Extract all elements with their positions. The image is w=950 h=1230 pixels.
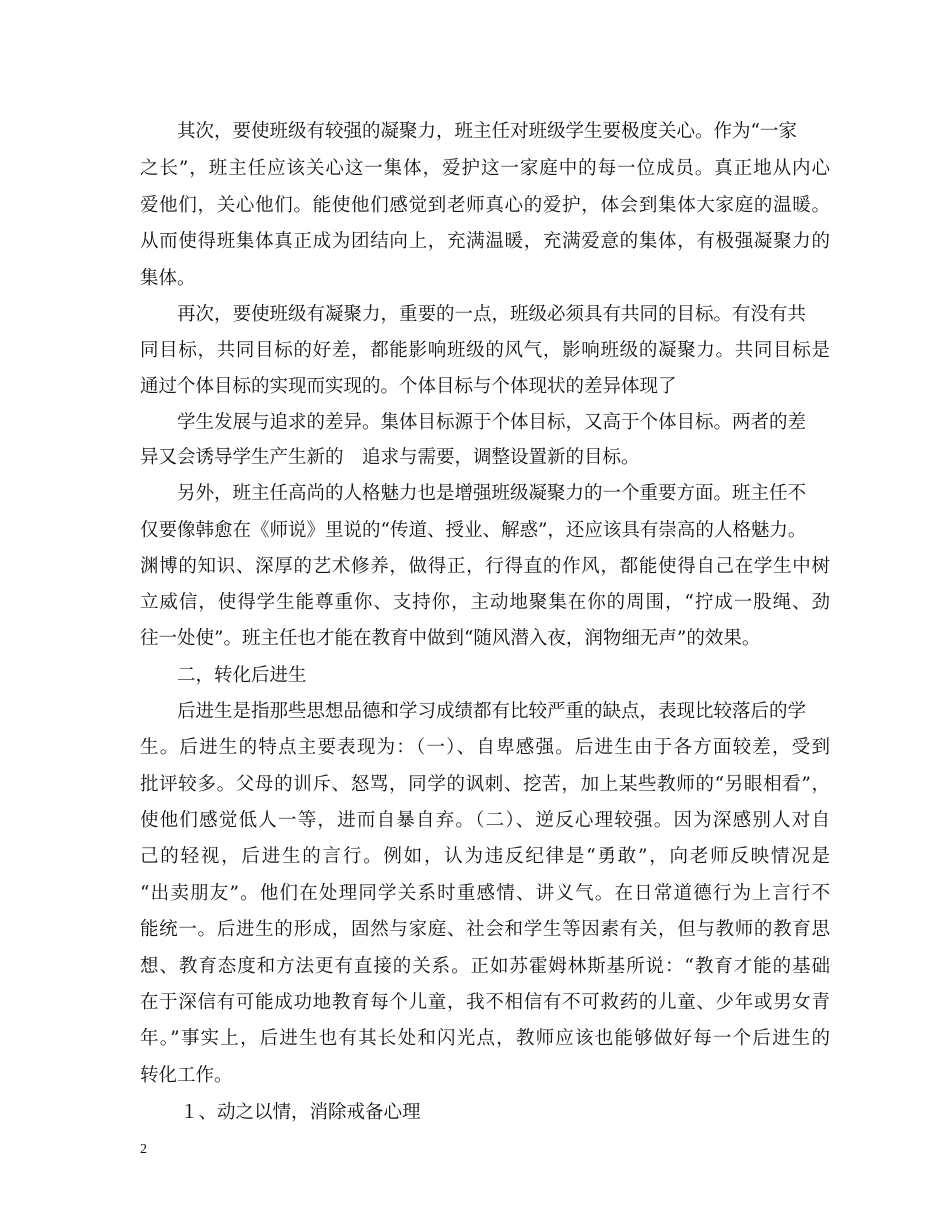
subsection-heading: １、动之以情，消除戒备心理 — [180, 1102, 421, 1123]
text-line: 之长”，班主任应该关心这一集体，爱护这一家庭中的每一位成员。真正地从内心 — [140, 158, 830, 179]
text-line: 爱他们，关心他们。能使他们感觉到老师真心的爱护，体会到集体大家庭的温暖。 — [140, 195, 830, 216]
text-line: 往一处使”。班主任也才能在教育中做到“随风潜入夜，润物细无声”的效果。 — [140, 628, 761, 649]
text-line: 同目标，共同目标的好差，都能影响班级的风气，影响班级的凝聚力。共同目标是 — [140, 340, 830, 361]
text-line: 异又会诱导学生产生新的 追求与需要，调整设置新的目标。 — [140, 447, 640, 468]
text-line: 仅要像韩愈在《师说》里说的“传道、授业、解惑”，还应该具有崇高的人格魅力。 — [140, 520, 807, 541]
text-line: “出卖朋友”。他们在处理同学关系时重感情、讲义气。在日常道德行为上言行不 — [140, 883, 830, 904]
text-line: 渊博的知识、深厚的艺术修养，做得正，行得直的作风，都能使得自己在学生中树 — [140, 556, 830, 577]
text-line: 生。后进生的特点主要表现为：（一）、自卑感强。后进生由于各方面较差，受到 — [140, 737, 830, 758]
text-line: 另外，班主任高尚的人格魅力也是增强班级凝聚力的一个重要方面。班主任不 — [177, 483, 807, 504]
text-line: 立威信，使得学生能尊重你、支持你，主动地聚集在你的周围，“拧成一股绳、劲 — [140, 592, 830, 613]
section-heading: 二，转化后进生 — [177, 665, 307, 686]
page-number: 2 — [140, 1142, 147, 1157]
text-line: 再次，要使班级有凝聚力，重要的一点，班级必须具有共同的目标。有没有共 — [177, 304, 807, 325]
text-line: 后进生是指那些思想品德和学习成绩都有比较严重的缺点，表现比较落后的学 — [177, 701, 807, 722]
text-line: 使他们感觉低人一等，进而自暴自弃。（二）、逆反心理较强。因为深感别人对自 — [140, 810, 830, 831]
text-line: 能统一。后进生的形成，固然与家庭、社会和学生等因素有关，但与教师的教育思 — [140, 919, 830, 940]
text-line: 年。”事实上，后进生也有其长处和闪光点，教师应该也能够做好每一个后进生的 — [140, 1028, 830, 1049]
text-line: 通过个体目标的实现而实现的。个体目标与个体现状的差异体现了 — [140, 376, 677, 397]
text-line: 批评较多。父母的训斥、怒骂，同学的讽刺、挖苦，加上某些教师的“另眼相看”， — [140, 774, 830, 795]
text-line: 转化工作。 — [140, 1065, 233, 1086]
text-line: 其次，要使班级有较强的凝聚力，班主任对班级学生要极度关心。作为“一家 — [177, 121, 797, 142]
text-line: 在于深信有可能成功地教育每个儿童，我不相信有不可救药的儿童、少年或男女青 — [140, 992, 830, 1013]
text-line: 学生发展与追求的差异。集体目标源于个体目标，又高于个体目标。两者的差 — [177, 412, 807, 433]
text-line: 集体。 — [140, 268, 196, 289]
text-line: 己的轻视，后进生的言行。例如，认为违反纪律是“勇敢”，向老师反映情况是 — [140, 846, 830, 867]
text-line: 想、教育态度和方法更有直接的关系。正如苏霍姆林斯基所说：“教育才能的基础 — [140, 956, 830, 977]
text-line: 从而使得班集体真正成为团结向上，充满温暖，充满爱意的集体，有极强凝聚力的 — [140, 231, 830, 252]
